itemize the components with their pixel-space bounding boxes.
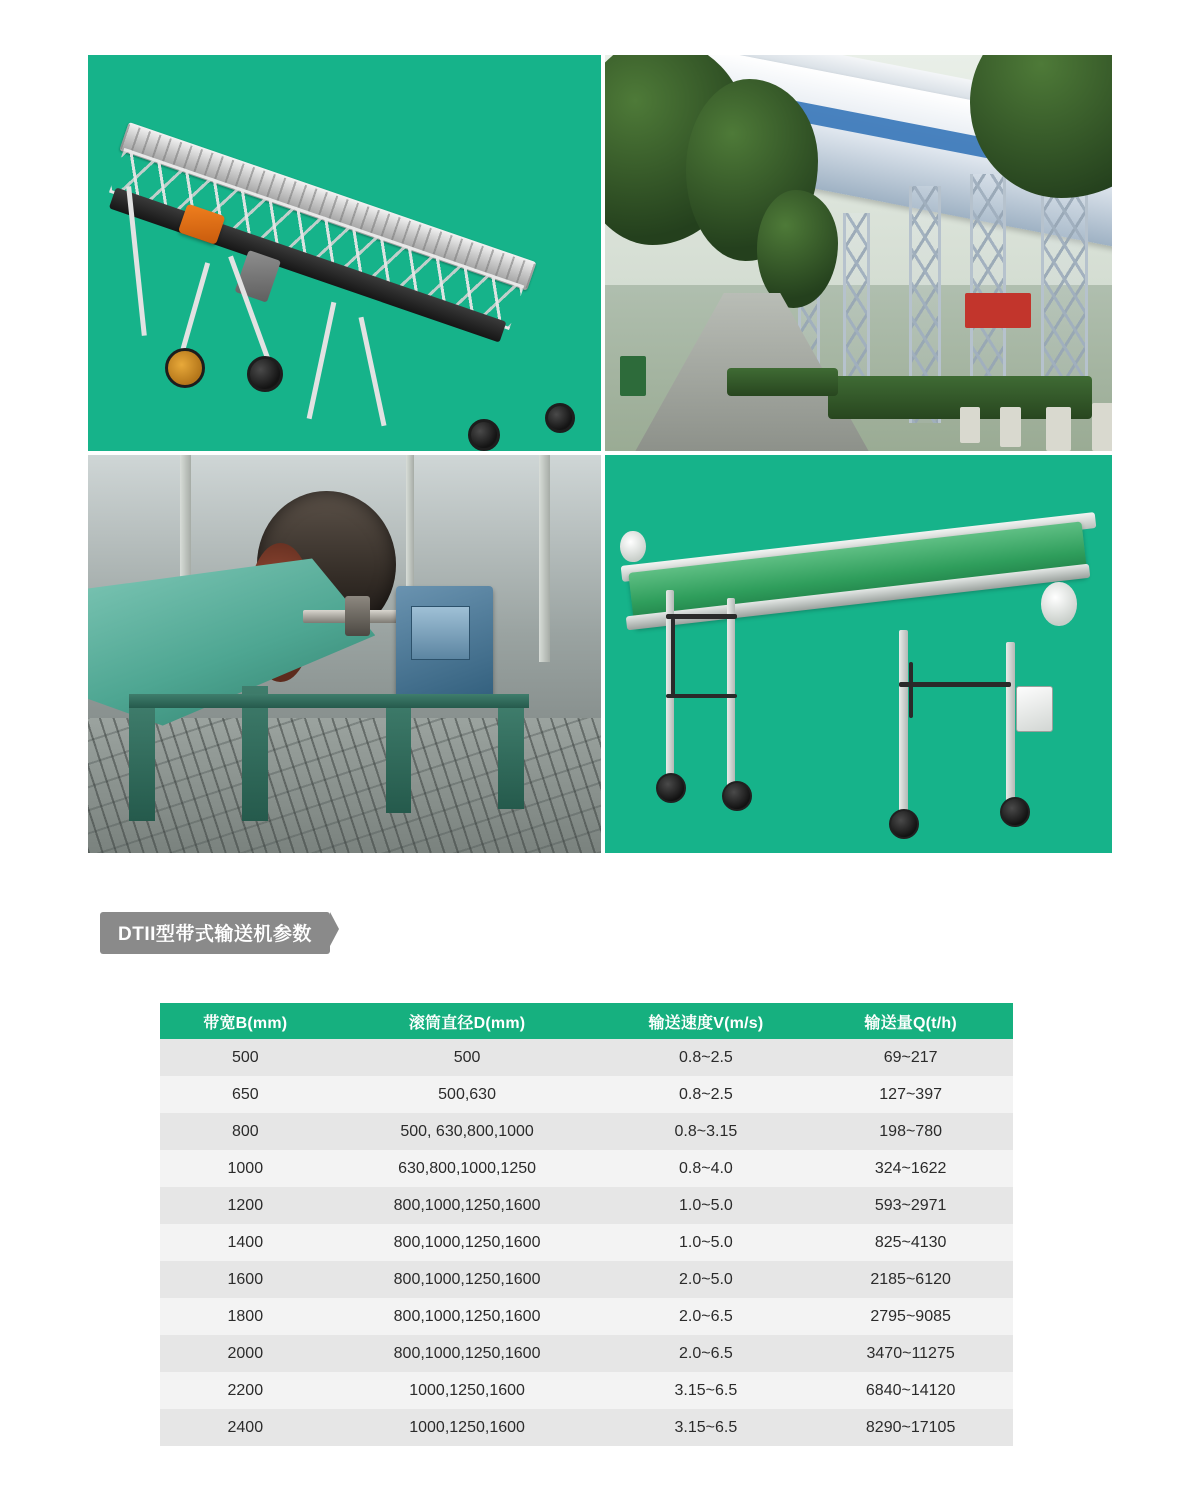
control-box: [1016, 686, 1053, 732]
cell-belt-width: 650: [160, 1076, 331, 1113]
transport-wheel-second: [247, 356, 283, 392]
cell-belt-width: 800: [160, 1113, 331, 1150]
leg-front-right: [1006, 642, 1015, 821]
cell-capacity: 593~2971: [808, 1187, 1013, 1224]
kerb-post-2: [1000, 407, 1020, 447]
belt-conveyor-parameters-table: [160, 1003, 1013, 1446]
cell-speed: 0.8~3.15: [604, 1113, 809, 1150]
cell-capacity: 6840~14120: [808, 1372, 1013, 1409]
steel-grating-floor: [88, 718, 601, 853]
cell-drum-diameter: 630,800,1000,1250: [331, 1150, 604, 1187]
cell-speed: 0.8~2.5: [604, 1076, 809, 1113]
support-crossbeam: [129, 694, 529, 708]
cell-capacity: 324~1622: [808, 1150, 1013, 1187]
cell-drum-diameter: 1000,1250,1600: [331, 1409, 604, 1446]
crossbar-rear-top: [666, 614, 737, 619]
caster-front-right: [1000, 797, 1030, 827]
cell-drum-diameter: 500,630: [331, 1076, 604, 1113]
table-row: [160, 1150, 1013, 1187]
support-stand-far: [498, 706, 524, 809]
cell-drum-diameter: 1000,1250,1600: [331, 1372, 604, 1409]
crossbar-rear-mid: [666, 694, 737, 698]
caster-wheel-front: [468, 419, 500, 451]
cell-belt-width: 2400: [160, 1409, 331, 1446]
table-row: [160, 1039, 1013, 1076]
caster-wheel-rear: [545, 403, 575, 433]
cell-capacity: 2185~6120: [808, 1261, 1013, 1298]
table-row: [160, 1335, 1013, 1372]
cell-speed: 1.0~5.0: [604, 1224, 809, 1261]
photo-green-pvc-belt-conveyor: [605, 455, 1112, 853]
crossbar-front: [899, 682, 1011, 687]
cell-capacity: 825~4130: [808, 1224, 1013, 1261]
red-banner-sign: [965, 293, 1031, 329]
cell-drum-diameter: 800,1000,1250,1600: [331, 1335, 604, 1372]
kerb-post-1: [960, 407, 980, 443]
kerb-post-3: [1046, 407, 1071, 451]
cell-speed: 1.0~5.0: [604, 1187, 809, 1224]
product-image-gallery: [88, 55, 1112, 860]
cell-drum-diameter: 500, 630,800,1000: [331, 1113, 604, 1150]
cell-speed: 0.8~2.5: [604, 1039, 809, 1076]
cell-belt-width: 1800: [160, 1298, 331, 1335]
section-heading: [100, 912, 330, 954]
parameters-table-wrapper: [160, 1003, 1013, 1446]
photo-outdoor-conveyor-gallery-corridor: [605, 55, 1112, 451]
photo-drum-pulley-and-gearbox: [88, 455, 601, 853]
column-header-drum-diameter: 滚筒直径D(mm): [331, 1003, 604, 1039]
cell-speed: 2.0~6.5: [604, 1335, 809, 1372]
leg-front-left: [899, 630, 908, 821]
cell-drum-diameter: 800,1000,1250,1600: [331, 1261, 604, 1298]
cell-speed: 3.15~6.5: [604, 1409, 809, 1446]
cell-belt-width: 2200: [160, 1372, 331, 1409]
height-adjust-rod: [671, 618, 675, 698]
cell-belt-width: 1000: [160, 1150, 331, 1187]
cell-drum-diameter: 800,1000,1250,1600: [331, 1224, 604, 1261]
table-row: [160, 1409, 1013, 1446]
cell-capacity: 198~780: [808, 1113, 1013, 1150]
head-roller: [1041, 582, 1076, 626]
column-header-capacity: 输送量Q(t/h): [808, 1003, 1013, 1039]
column-header-belt-width: 带宽B(mm): [160, 1003, 331, 1039]
cell-belt-width: 1600: [160, 1261, 331, 1298]
cell-speed: 0.8~4.0: [604, 1150, 809, 1187]
column-header-speed: 输送速度V(m/s): [604, 1003, 809, 1039]
cell-belt-width: 1200: [160, 1187, 331, 1224]
cell-capacity: 69~217: [808, 1039, 1013, 1076]
cell-capacity: 8290~17105: [808, 1409, 1013, 1446]
caster-rear-left: [656, 773, 686, 803]
hedge-row-2: [727, 368, 839, 396]
section-heading-label: DTII型带式输送机参数: [100, 912, 330, 954]
cell-belt-width: 2000: [160, 1335, 331, 1372]
cell-drum-diameter: 500: [331, 1039, 604, 1076]
table-header-row: [160, 1003, 1013, 1039]
frame-post-2: [406, 455, 414, 590]
shaft-coupling: [345, 596, 371, 636]
table-row: [160, 1076, 1013, 1113]
table-row: [160, 1372, 1013, 1409]
support-stand-left: [129, 702, 155, 821]
cell-capacity: 3470~11275: [808, 1335, 1013, 1372]
tail-roller: [620, 531, 645, 563]
gearbox-inspection-panel: [411, 606, 469, 660]
trash-bin: [620, 356, 645, 396]
transport-wheel-large: [165, 348, 205, 388]
cell-speed: 2.0~6.5: [604, 1298, 809, 1335]
cell-speed: 2.0~5.0: [604, 1261, 809, 1298]
table-body: [160, 1039, 1013, 1446]
cell-capacity: 2795~9085: [808, 1298, 1013, 1335]
height-adjust-rod-front: [909, 662, 913, 718]
caster-front-left: [889, 809, 919, 839]
cell-drum-diameter: 800,1000,1250,1600: [331, 1187, 604, 1224]
cell-drum-diameter: 800,1000,1250,1600: [331, 1298, 604, 1335]
frame-post-3: [539, 455, 549, 662]
cell-capacity: 127~397: [808, 1076, 1013, 1113]
table-row: [160, 1187, 1013, 1224]
cell-belt-width: 500: [160, 1039, 331, 1076]
caster-rear-right: [722, 781, 752, 811]
table-row: [160, 1113, 1013, 1150]
table-header: [160, 1003, 1013, 1039]
cell-speed: 3.15~6.5: [604, 1372, 809, 1409]
table-row: [160, 1224, 1013, 1261]
photo-portable-trough-belt-conveyor: [88, 55, 601, 451]
tree-center: [757, 190, 838, 309]
table-row: [160, 1298, 1013, 1335]
support-stand-right: [386, 694, 412, 813]
table-row: [160, 1261, 1013, 1298]
kerb-post-4: [1092, 403, 1112, 451]
cell-belt-width: 1400: [160, 1224, 331, 1261]
